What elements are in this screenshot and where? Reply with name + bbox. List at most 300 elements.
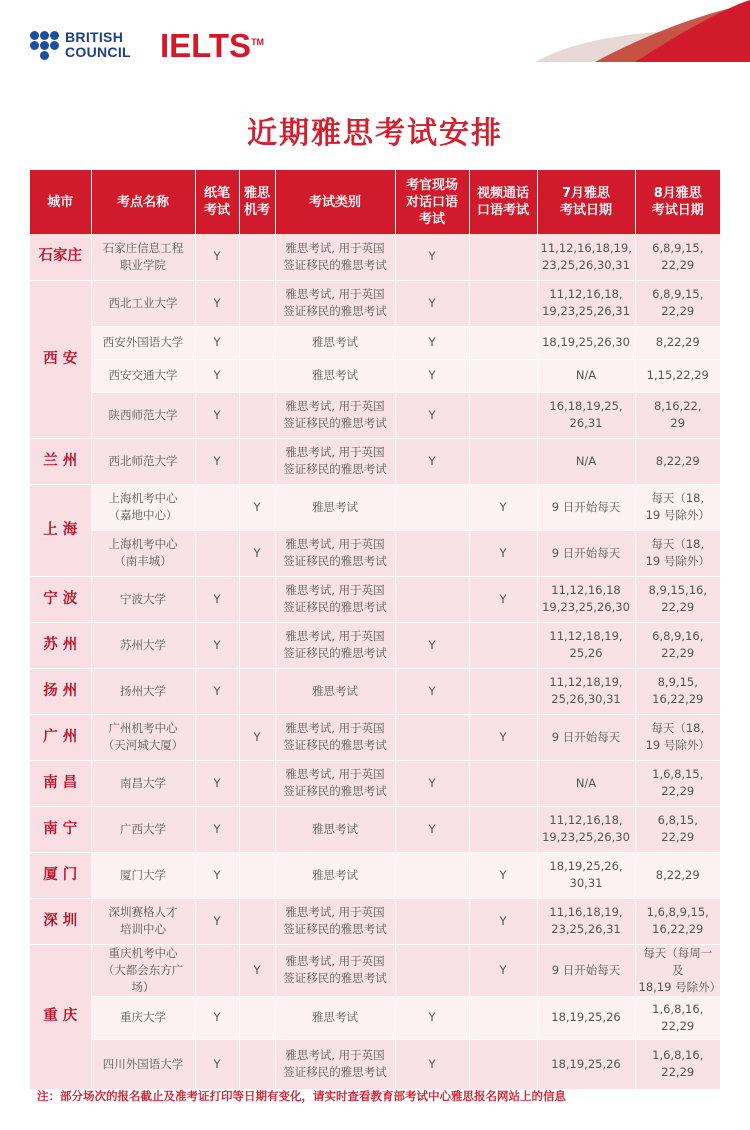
video-cell bbox=[469, 996, 537, 1039]
venue-cell-line: 南昌大学 bbox=[120, 775, 166, 790]
august-dates-cell bbox=[635, 852, 720, 898]
f2f-cell: Y bbox=[395, 668, 469, 714]
august-dates-cell-line: 8,22,29 bbox=[655, 335, 700, 349]
venue-cell bbox=[91, 806, 195, 852]
july-dates-cell bbox=[537, 234, 635, 280]
august-dates-cell-line: 1,6,8,15, bbox=[652, 767, 704, 781]
video-cell: Y bbox=[469, 530, 537, 576]
type-cell-line: 签证移民的雅思考试 bbox=[283, 462, 387, 476]
august-dates-cell bbox=[635, 484, 720, 530]
table-row bbox=[30, 280, 720, 326]
type-cell bbox=[275, 359, 395, 392]
july-dates-cell bbox=[537, 898, 635, 944]
type-cell-line: 签证移民的雅思考试 bbox=[283, 971, 387, 985]
venue-cell-line: 西安外国语大学 bbox=[102, 335, 184, 349]
venue-cell-line: （嘉地中心） bbox=[108, 508, 178, 522]
header-text: 城市 bbox=[47, 194, 74, 210]
july-dates-cell-line: 9 日开始每天 bbox=[551, 729, 621, 744]
july-dates-cell-line: 9 日开始每天 bbox=[551, 962, 621, 977]
video-cell bbox=[469, 622, 537, 668]
july-dates-cell-line: 16,18,19,25, bbox=[549, 399, 623, 413]
july-dates-cell-line: 9 日开始每天 bbox=[551, 545, 621, 560]
july-dates-cell bbox=[537, 530, 635, 576]
header-text: 视频通话 bbox=[476, 186, 529, 201]
page-title: 近期雅思考试安排 bbox=[247, 116, 503, 151]
col-paper-header bbox=[195, 170, 239, 234]
venue-cell-line: 西安交通大学 bbox=[108, 368, 178, 382]
venue-cell bbox=[91, 326, 195, 359]
table-row bbox=[30, 438, 720, 484]
table-row bbox=[30, 996, 720, 1039]
august-dates-cell-line: 1,6,8,16, bbox=[652, 1048, 704, 1062]
july-dates-cell-line: 18,19,25,26,30 bbox=[542, 335, 630, 349]
col-f2f-speaking-header bbox=[395, 170, 469, 234]
august-dates-cell bbox=[635, 280, 720, 326]
type-cell bbox=[275, 484, 395, 530]
july-dates-cell-line: 18,19,25,26, bbox=[549, 859, 623, 873]
type-cell-line: 雅思考试 bbox=[312, 1010, 358, 1024]
f2f-cell bbox=[395, 576, 469, 622]
video-cell: Y bbox=[469, 714, 537, 760]
computer-cell: Y bbox=[239, 530, 275, 576]
corner-decoration bbox=[535, 0, 750, 62]
f2f-cell: Y bbox=[395, 234, 469, 280]
city-cell: 南 宁 bbox=[30, 806, 91, 852]
ielts-text: IELTS bbox=[160, 27, 252, 64]
type-cell bbox=[275, 530, 395, 576]
venue-cell-line: 苏州大学 bbox=[120, 637, 166, 652]
header-text: 雅思 bbox=[243, 186, 270, 201]
table-row bbox=[30, 576, 720, 622]
f2f-cell bbox=[395, 714, 469, 760]
type-cell-line: 签证移民的雅思考试 bbox=[283, 257, 387, 272]
type-cell-line: 雅思考试, 用于英国 bbox=[285, 445, 385, 459]
type-cell bbox=[275, 852, 395, 898]
f2f-cell: Y bbox=[395, 806, 469, 852]
table-row bbox=[30, 484, 720, 530]
video-cell bbox=[469, 1039, 537, 1089]
july-dates-cell-line: 11,12,16,18, bbox=[549, 813, 623, 827]
schedule-table bbox=[30, 170, 720, 1090]
header-text: 对话口语 bbox=[405, 194, 458, 210]
venue-cell-line: 扬州大学 bbox=[120, 683, 166, 698]
type-cell bbox=[275, 234, 395, 280]
venue-cell-line: 四川外国语大学 bbox=[102, 1056, 184, 1071]
july-dates-cell bbox=[537, 714, 635, 760]
paper-cell: Y bbox=[195, 806, 239, 852]
july-dates-cell-line: 23,25,26,30,31 bbox=[542, 257, 630, 272]
paper-cell: Y bbox=[195, 326, 239, 359]
august-dates-cell bbox=[635, 668, 720, 714]
venue-cell-line: 石家庄信息工程 bbox=[102, 240, 184, 255]
july-dates-cell-line: 30,31 bbox=[569, 876, 603, 890]
july-dates-cell-line: 26,31 bbox=[569, 416, 603, 430]
computer-cell bbox=[239, 234, 275, 280]
type-cell-line: 雅思考试, 用于英国 bbox=[285, 399, 385, 413]
type-cell-line: 签证移民的雅思考试 bbox=[283, 784, 387, 798]
august-dates-cell-line: 每天（每周一及 bbox=[643, 945, 713, 977]
july-dates-cell-line: 11,12,18,19, bbox=[549, 675, 623, 689]
venue-cell bbox=[91, 484, 195, 530]
july-dates-cell bbox=[537, 996, 635, 1039]
july-dates-cell bbox=[537, 576, 635, 622]
venue-cell bbox=[91, 234, 195, 280]
city-cell: 重 庆 bbox=[30, 944, 91, 1089]
city-cell: 深 圳 bbox=[30, 898, 91, 944]
british-council-dots-icon bbox=[30, 31, 59, 60]
paper-cell bbox=[195, 714, 239, 760]
july-dates-cell-line: 25,26 bbox=[569, 646, 603, 660]
city-cell: 宁 波 bbox=[30, 576, 91, 622]
august-dates-cell-line: 18,19 号除外） bbox=[638, 979, 722, 994]
august-dates-cell-line: 每天（18, bbox=[651, 491, 705, 505]
table-row bbox=[30, 898, 720, 944]
paper-cell: Y bbox=[195, 760, 239, 806]
type-cell bbox=[275, 996, 395, 1039]
august-dates-cell bbox=[635, 326, 720, 359]
venue-cell bbox=[91, 898, 195, 944]
col-type-header bbox=[275, 170, 395, 234]
august-dates-cell-line: 6,8,9,15, bbox=[652, 240, 704, 255]
col-city-header bbox=[30, 170, 91, 234]
july-dates-cell-line: 18,19,25,26 bbox=[551, 1056, 621, 1071]
venue-cell bbox=[91, 714, 195, 760]
header-text: 7月雅思 bbox=[561, 186, 611, 201]
july-dates-cell bbox=[537, 280, 635, 326]
computer-cell bbox=[239, 438, 275, 484]
paper-cell: Y bbox=[195, 1039, 239, 1089]
f2f-cell: Y bbox=[395, 622, 469, 668]
august-dates-cell-line: 22,29 bbox=[661, 646, 695, 660]
video-cell bbox=[469, 806, 537, 852]
video-cell bbox=[469, 438, 537, 484]
july-dates-cell-line: N/A bbox=[575, 775, 597, 790]
header bbox=[0, 0, 750, 80]
august-dates-cell bbox=[635, 530, 720, 576]
july-dates-cell bbox=[537, 944, 635, 996]
computer-cell bbox=[239, 280, 275, 326]
council-line2: COUNCIL bbox=[65, 44, 131, 60]
video-cell bbox=[469, 668, 537, 714]
city-cell: 上 海 bbox=[30, 484, 91, 576]
table-row bbox=[30, 852, 720, 898]
type-cell bbox=[275, 944, 395, 996]
table-row bbox=[30, 326, 720, 359]
header-text: 考点名称 bbox=[116, 194, 169, 210]
july-dates-cell bbox=[537, 392, 635, 438]
table-row bbox=[30, 760, 720, 806]
city-cell: 苏 州 bbox=[30, 622, 91, 668]
type-cell-line: 雅思考试 bbox=[312, 335, 358, 349]
computer-cell bbox=[239, 760, 275, 806]
venue-cell-line: （南丰城） bbox=[114, 554, 172, 568]
computer-cell bbox=[239, 1039, 275, 1089]
f2f-cell: Y bbox=[395, 359, 469, 392]
venue-cell-line: 广西大学 bbox=[120, 821, 166, 836]
august-dates-cell-line: 6,8,9,15, bbox=[652, 287, 704, 301]
paper-cell: Y bbox=[195, 359, 239, 392]
venue-cell bbox=[91, 530, 195, 576]
venue-cell bbox=[91, 760, 195, 806]
computer-cell bbox=[239, 898, 275, 944]
venue-cell-line: 西北师范大学 bbox=[108, 453, 178, 468]
july-dates-cell-line: 11,16,18,19, bbox=[549, 905, 623, 919]
type-cell bbox=[275, 280, 395, 326]
july-dates-cell-line: 19,23,25,26,30 bbox=[542, 830, 630, 844]
f2f-cell bbox=[395, 530, 469, 576]
type-cell-line: 雅思考试, 用于英国 bbox=[285, 583, 385, 597]
video-cell: Y bbox=[469, 898, 537, 944]
col-computer-header bbox=[239, 170, 275, 234]
venue-cell bbox=[91, 280, 195, 326]
table-body bbox=[30, 234, 720, 1089]
august-dates-cell-line: 每天（18, bbox=[651, 537, 705, 551]
video-cell: Y bbox=[469, 576, 537, 622]
venue-cell bbox=[91, 852, 195, 898]
city-cell: 扬 州 bbox=[30, 668, 91, 714]
video-cell bbox=[469, 359, 537, 392]
type-cell bbox=[275, 806, 395, 852]
video-cell bbox=[469, 392, 537, 438]
video-cell bbox=[469, 280, 537, 326]
f2f-cell bbox=[395, 484, 469, 530]
f2f-cell: Y bbox=[395, 760, 469, 806]
venue-cell bbox=[91, 438, 195, 484]
venue-cell-line: 重庆机考中心 bbox=[108, 945, 178, 960]
august-dates-cell-line: 16,22,29 bbox=[652, 692, 704, 706]
august-dates-cell-line: 22,29 bbox=[661, 1065, 695, 1079]
col-video-speaking-header bbox=[469, 170, 537, 234]
august-dates-cell-line: 22,29 bbox=[661, 304, 695, 318]
venue-cell-line: 培训中心 bbox=[120, 922, 166, 936]
july-dates-cell bbox=[537, 668, 635, 714]
type-cell-line: 签证移民的雅思考试 bbox=[283, 1065, 387, 1079]
computer-cell bbox=[239, 806, 275, 852]
computer-cell bbox=[239, 576, 275, 622]
table-row bbox=[30, 234, 720, 280]
header-text: 考试 bbox=[418, 211, 445, 227]
paper-cell: Y bbox=[195, 576, 239, 622]
august-dates-cell bbox=[635, 438, 720, 484]
july-dates-cell-line: 18,19,25,26 bbox=[551, 1010, 621, 1024]
august-dates-cell bbox=[635, 359, 720, 392]
august-dates-cell bbox=[635, 760, 720, 806]
venue-cell bbox=[91, 576, 195, 622]
paper-cell: Y bbox=[195, 852, 239, 898]
paper-cell bbox=[195, 484, 239, 530]
paper-cell: Y bbox=[195, 996, 239, 1039]
table-header-row bbox=[30, 170, 720, 234]
july-dates-cell bbox=[537, 622, 635, 668]
july-dates-cell bbox=[537, 806, 635, 852]
paper-cell bbox=[195, 944, 239, 996]
venue-cell bbox=[91, 359, 195, 392]
july-dates-cell bbox=[537, 1039, 635, 1089]
august-dates-cell-line: 每天（18, bbox=[651, 721, 705, 735]
venue-cell-line: 上海机考中心 bbox=[108, 537, 178, 551]
august-dates-cell-line: 6,8,9,16, bbox=[652, 629, 704, 643]
type-cell-line: 雅思考试, 用于英国 bbox=[285, 767, 385, 781]
august-dates-cell bbox=[635, 714, 720, 760]
venue-cell-line: 西北工业大学 bbox=[108, 295, 178, 310]
venue-cell bbox=[91, 622, 195, 668]
type-cell-line: 雅思考试 bbox=[312, 368, 358, 382]
table-row bbox=[30, 1039, 720, 1089]
video-cell: Y bbox=[469, 944, 537, 996]
type-cell-line: 签证移民的雅思考试 bbox=[283, 304, 387, 318]
august-dates-cell bbox=[635, 1039, 720, 1089]
venue-cell-line: （大都会东方广场） bbox=[102, 962, 184, 994]
venue-cell-line: 广州机考中心 bbox=[108, 721, 178, 735]
type-cell-line: 雅思考试, 用于英国 bbox=[285, 721, 385, 735]
header-text: 纸笔 bbox=[203, 186, 230, 201]
table-row bbox=[30, 392, 720, 438]
f2f-cell bbox=[395, 898, 469, 944]
paper-cell: Y bbox=[195, 622, 239, 668]
paper-cell: Y bbox=[195, 668, 239, 714]
video-cell bbox=[469, 234, 537, 280]
type-cell bbox=[275, 576, 395, 622]
type-cell-line: 雅思考试, 用于英国 bbox=[285, 1048, 385, 1062]
july-dates-cell-line: N/A bbox=[575, 368, 597, 382]
august-dates-cell-line: 22,29 bbox=[661, 784, 695, 798]
header-text: 考试日期 bbox=[651, 203, 704, 218]
paper-cell bbox=[195, 530, 239, 576]
type-cell-line: 雅思考试, 用于英国 bbox=[285, 954, 385, 968]
type-cell bbox=[275, 668, 395, 714]
type-cell-line: 雅思考试 bbox=[312, 499, 358, 514]
trademark: TM bbox=[251, 37, 265, 47]
august-dates-cell bbox=[635, 996, 720, 1039]
august-dates-cell bbox=[635, 392, 720, 438]
header-text: 8月雅思 bbox=[653, 186, 702, 201]
f2f-cell: Y bbox=[395, 326, 469, 359]
july-dates-cell bbox=[537, 438, 635, 484]
video-cell: Y bbox=[469, 484, 537, 530]
venue-cell-line: 厦门大学 bbox=[120, 867, 166, 882]
f2f-cell: Y bbox=[395, 438, 469, 484]
july-dates-cell-line: N/A bbox=[575, 453, 597, 468]
august-dates-cell-line: 8,9,15, bbox=[657, 675, 698, 689]
footnote: 注：部分场次的报名截止及准考证打印等日期有变化，请实时查看教育部考试中心雅思报名网站上的信息 bbox=[37, 1089, 566, 1103]
computer-cell bbox=[239, 392, 275, 438]
type-cell-line: 雅思考试, 用于英国 bbox=[285, 287, 385, 301]
paper-cell: Y bbox=[195, 392, 239, 438]
paper-cell: Y bbox=[195, 280, 239, 326]
computer-cell: Y bbox=[239, 714, 275, 760]
july-dates-cell-line: 11,12,16,18 bbox=[551, 583, 621, 597]
type-cell-line: 雅思考试 bbox=[312, 683, 358, 698]
col-venue-header bbox=[91, 170, 195, 234]
city-cell: 石家庄 bbox=[30, 234, 91, 280]
august-dates-cell bbox=[635, 234, 720, 280]
venue-cell-line: 陕西师范大学 bbox=[108, 407, 178, 422]
july-dates-cell-line: 11,12,18,19, bbox=[549, 629, 623, 643]
table-row bbox=[30, 359, 720, 392]
paper-cell: Y bbox=[195, 438, 239, 484]
july-dates-cell bbox=[537, 326, 635, 359]
type-cell-line: 签证移民的雅思考试 bbox=[283, 600, 387, 614]
type-cell-line: 签证移民的雅思考试 bbox=[283, 922, 387, 936]
venue-cell bbox=[91, 1039, 195, 1089]
city-cell: 广 州 bbox=[30, 714, 91, 760]
f2f-cell: Y bbox=[395, 392, 469, 438]
paper-cell: Y bbox=[195, 234, 239, 280]
f2f-cell bbox=[395, 944, 469, 996]
august-dates-cell-line: 8,16,22, bbox=[653, 399, 702, 413]
july-dates-cell bbox=[537, 760, 635, 806]
f2f-cell: Y bbox=[395, 1039, 469, 1089]
august-dates-cell-line: 6,8,15, bbox=[657, 813, 698, 827]
header-text: 考试 bbox=[203, 203, 230, 218]
type-cell bbox=[275, 1039, 395, 1089]
july-dates-cell-line: 11,12,16,18,19, bbox=[540, 240, 632, 255]
f2f-cell: Y bbox=[395, 996, 469, 1039]
computer-cell bbox=[239, 359, 275, 392]
city-cell: 西 安 bbox=[30, 280, 91, 438]
type-cell-line: 签证移民的雅思考试 bbox=[283, 646, 387, 660]
type-cell-line: 雅思考试, 用于英国 bbox=[285, 905, 385, 919]
ielts-logo bbox=[160, 27, 264, 65]
header-text: 口语考试 bbox=[476, 203, 529, 218]
august-dates-cell-line: 8,9,15,16, bbox=[648, 583, 708, 597]
venue-cell bbox=[91, 944, 195, 996]
schedule-table-container bbox=[30, 170, 722, 1079]
type-cell-line: 签证移民的雅思考试 bbox=[283, 738, 387, 752]
type-cell bbox=[275, 326, 395, 359]
computer-cell bbox=[239, 668, 275, 714]
venue-cell bbox=[91, 392, 195, 438]
f2f-cell bbox=[395, 852, 469, 898]
august-dates-cell bbox=[635, 576, 720, 622]
header-text: 考试日期 bbox=[559, 203, 612, 218]
table-row bbox=[30, 944, 720, 996]
venue-cell-line: 宁波大学 bbox=[120, 591, 166, 606]
july-dates-cell-line: 23,25,26,31 bbox=[551, 922, 621, 936]
video-cell bbox=[469, 326, 537, 359]
august-dates-cell-line: 22,29 bbox=[661, 1018, 695, 1033]
type-cell-line: 签证移民的雅思考试 bbox=[283, 416, 387, 430]
july-dates-cell-line: 19,23,25,26,30 bbox=[542, 600, 630, 614]
venue-cell bbox=[91, 996, 195, 1039]
august-dates-cell bbox=[635, 944, 720, 996]
august-dates-cell-line: 22,29 bbox=[661, 600, 695, 614]
venue-cell bbox=[91, 668, 195, 714]
july-dates-cell bbox=[537, 484, 635, 530]
type-cell-line: 雅思考试, 用于英国 bbox=[285, 537, 385, 551]
august-dates-cell-line: 1,15,22,29 bbox=[646, 368, 709, 382]
table-row bbox=[30, 668, 720, 714]
type-cell bbox=[275, 898, 395, 944]
paper-cell: Y bbox=[195, 898, 239, 944]
venue-cell-line: 重庆大学 bbox=[120, 1010, 166, 1024]
august-dates-cell-line: 1,6,8,9,15, bbox=[646, 905, 709, 919]
july-dates-cell-line: 19,23,25,26,31 bbox=[542, 304, 630, 318]
august-dates-cell-line: 19 号除外） bbox=[645, 554, 710, 568]
f2f-cell: Y bbox=[395, 280, 469, 326]
august-dates-cell bbox=[635, 806, 720, 852]
august-dates-cell-line: 8,22,29 bbox=[655, 453, 700, 468]
computer-cell bbox=[239, 622, 275, 668]
city-cell: 厦 门 bbox=[30, 852, 91, 898]
table-row bbox=[30, 806, 720, 852]
august-dates-cell bbox=[635, 622, 720, 668]
type-cell-line: 雅思考试 bbox=[312, 821, 358, 836]
august-dates-cell-line: 19 号除外） bbox=[645, 508, 710, 522]
computer-cell: Y bbox=[239, 944, 275, 996]
video-cell: Y bbox=[469, 852, 537, 898]
type-cell bbox=[275, 392, 395, 438]
